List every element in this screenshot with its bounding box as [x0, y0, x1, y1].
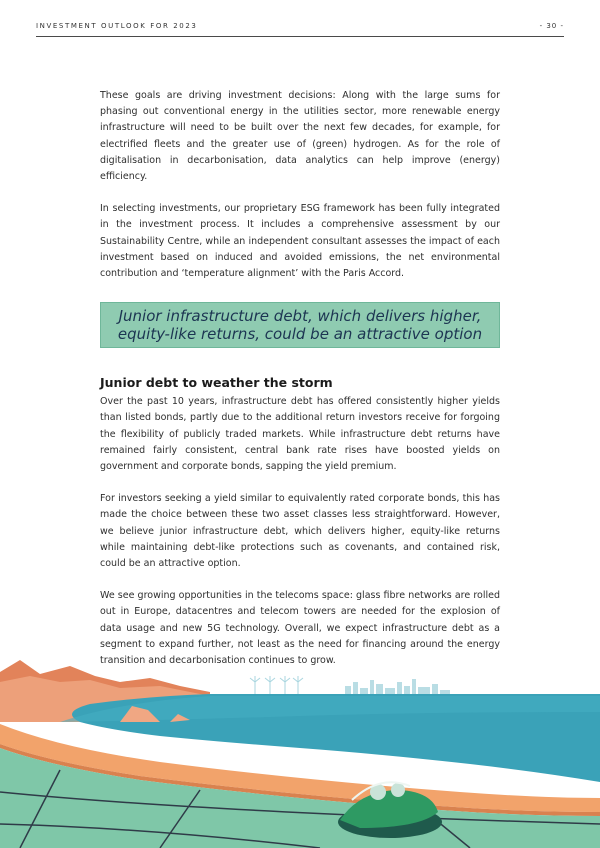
paragraph: In selecting investments, our proprietary ESG framework has been fully integrated in the investment process. It includes a comprehensive assessment by our Sustainability Centre, while an independent consultant assesses the impact of each investment based on induced and avoided emissions, the net environmental contribution and ‘temperature alignment’ with the Paris Accord. [100, 203, 500, 280]
coastal-landscape-with-car-illustration [0, 652, 600, 848]
page-number: - 30 - [539, 22, 564, 30]
paragraph: These goals are driving investment decisions: Along with the large sums for phasing out conventional energy in the utilities sector, more renewable energy infrastructure will need to be built over the next few decades, for example, for electrified fleets and the greater use of (green) hydrogen. As for the role of digitalisation in decarbonisation, data analytics can help improve (energy) efficiency. [100, 90, 500, 183]
paragraph: Over the past 10 years, infrastructure debt has offered consistently higher yields than listed bonds, partly due to the additional return investors receive for forgoing the flexibility of publicly traded markets. While infrastructure debt returns have remained fairly consistent, central bank rate rises have boosted yields on government and corporate bonds, sapping the yield premium. [100, 396, 500, 473]
page-header [36, 22, 564, 37]
wind-turbines-icon [250, 676, 303, 694]
document-title: INVESTMENT OUTLOOK FOR 2023 [36, 22, 198, 30]
city-skyline-icon [345, 679, 450, 696]
pull-quote-text: Junior infrastructure debt, which delivers higher, equity-like returns, could be an attractive option [117, 307, 483, 344]
paragraph: For investors seeking a yield similar to equivalently rated corporate bonds, this has made the choice between these two asset classes less straightforward. However, we believe junior infrastructure debt, which delivers higher, equity-like returns while maintaining debt-like protections such as covenants, and contained risk, could be an attractive option. [100, 493, 500, 570]
main-content [100, 88, 500, 685]
pull-quote-callout [100, 302, 500, 348]
paragraph: We see growing opportunities in the telecoms space: glass fibre networks are rolled out in Europe, datacentres and telecom towers are needed for the explosion of data usage and new 5G technology. Overall, we expect infrastructure debt as a segment to expand further, not least as the need for financing around the energy transition and decarbonisation continues to grow. [100, 590, 500, 667]
section-heading: Junior debt to weather the storm [100, 375, 333, 391]
